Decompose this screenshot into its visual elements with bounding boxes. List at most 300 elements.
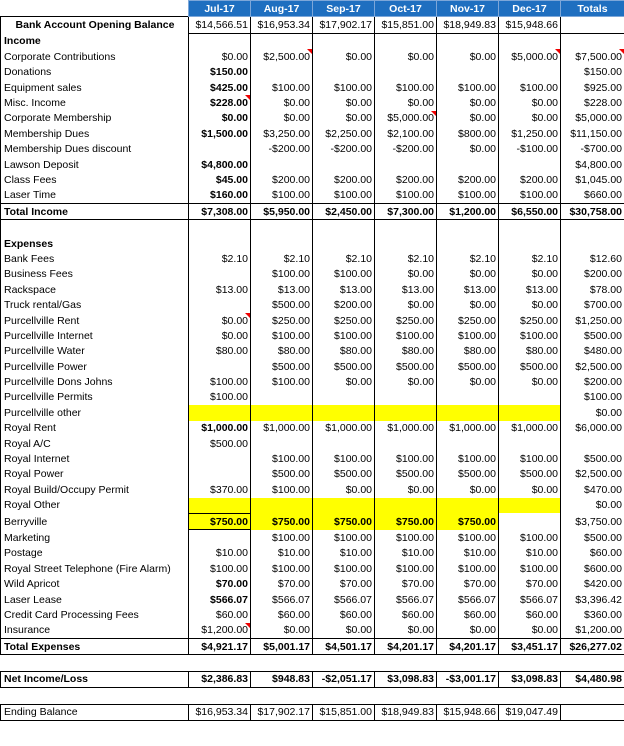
expense-value[interactable]: [189, 451, 251, 466]
income-value[interactable]: [189, 142, 251, 157]
expense-value[interactable]: $250.00: [375, 313, 437, 328]
income-value[interactable]: [499, 65, 561, 80]
empty-cell[interactable]: [189, 236, 251, 251]
expense-value[interactable]: $3,750.00: [561, 513, 624, 529]
expense-value[interactable]: $13.00: [375, 282, 437, 297]
expense-value[interactable]: $750.00: [251, 513, 313, 529]
expense-value[interactable]: $480.00: [561, 344, 624, 359]
expense-value[interactable]: $1,000.00: [437, 421, 499, 436]
expense-value[interactable]: $566.07: [499, 592, 561, 607]
expense-value[interactable]: $250.00: [313, 313, 375, 328]
income-value[interactable]: $5,000.00: [375, 111, 437, 126]
expense-value[interactable]: $750.00: [437, 513, 499, 529]
expense-value[interactable]: $0.00: [313, 374, 375, 389]
expense-value[interactable]: $2,500.00: [561, 359, 624, 374]
expense-value[interactable]: $500.00: [437, 359, 499, 374]
expense-value[interactable]: $10.00: [499, 546, 561, 561]
income-value[interactable]: $200.00: [313, 172, 375, 187]
empty-cell[interactable]: [561, 220, 624, 236]
month-header[interactable]: Oct-17: [375, 1, 437, 17]
income-row-label[interactable]: Donations: [1, 65, 189, 80]
corner-cell[interactable]: [1, 1, 189, 17]
expense-value[interactable]: $100.00: [375, 451, 437, 466]
expense-value[interactable]: [189, 467, 251, 482]
expense-value[interactable]: $100.00: [251, 374, 313, 389]
income-value[interactable]: $0.00: [251, 95, 313, 110]
expense-value[interactable]: $500.00: [313, 467, 375, 482]
income-value[interactable]: -$100.00: [499, 142, 561, 157]
expense-value[interactable]: [499, 405, 561, 420]
expense-value[interactable]: $0.00: [499, 297, 561, 312]
income-value[interactable]: $925.00: [561, 80, 624, 95]
expense-value[interactable]: $1,000.00: [375, 421, 437, 436]
expense-value[interactable]: $70.00: [437, 576, 499, 591]
net-income-value[interactable]: $948.83: [251, 671, 313, 687]
total-income-value[interactable]: $30,758.00: [561, 204, 624, 220]
total-expenses-value[interactable]: $4,501.17: [313, 639, 375, 655]
expense-value[interactable]: $60.00: [437, 607, 499, 622]
expense-value[interactable]: $0.00: [437, 374, 499, 389]
expense-value[interactable]: [499, 390, 561, 405]
income-value[interactable]: $45.00: [189, 172, 251, 187]
expense-value[interactable]: [251, 498, 313, 514]
income-value[interactable]: $0.00: [437, 142, 499, 157]
total-expenses-value[interactable]: $26,277.02: [561, 639, 624, 655]
total-expenses-value[interactable]: $4,201.17: [437, 639, 499, 655]
expense-value[interactable]: $2.10: [313, 251, 375, 266]
expense-value[interactable]: $370.00: [189, 482, 251, 497]
opening-balance-value[interactable]: $17,902.17: [313, 17, 375, 33]
expense-value[interactable]: $360.00: [561, 607, 624, 622]
income-value[interactable]: $160.00: [189, 188, 251, 204]
empty-cell[interactable]: [251, 688, 313, 704]
expense-value[interactable]: $100.00: [251, 561, 313, 576]
expense-row-label[interactable]: Laser Lease: [1, 592, 189, 607]
ending-balance-value[interactable]: $18,949.83: [375, 704, 437, 720]
total-income-value[interactable]: $7,308.00: [189, 204, 251, 220]
expense-value[interactable]: $3,396.42: [561, 592, 624, 607]
expense-value[interactable]: $100.00: [251, 451, 313, 466]
income-value[interactable]: $100.00: [313, 188, 375, 204]
expense-value[interactable]: $500.00: [251, 467, 313, 482]
income-value[interactable]: $200.00: [251, 172, 313, 187]
empty-cell[interactable]: [375, 655, 437, 671]
expense-value[interactable]: [313, 436, 375, 451]
expense-row-label[interactable]: Royal Power: [1, 467, 189, 482]
expense-value[interactable]: $100.00: [189, 374, 251, 389]
opening-balance-value[interactable]: $15,851.00: [375, 17, 437, 33]
expense-row-label[interactable]: Credit Card Processing Fees: [1, 607, 189, 622]
income-row-label[interactable]: Membership Dues discount: [1, 142, 189, 157]
expense-value[interactable]: $60.00: [375, 607, 437, 622]
expense-value[interactable]: $566.07: [313, 592, 375, 607]
expense-value[interactable]: $2.10: [251, 251, 313, 266]
expense-row-label[interactable]: Purcellville Water: [1, 344, 189, 359]
expense-value[interactable]: $100.00: [437, 451, 499, 466]
income-value[interactable]: $11,150.00: [561, 126, 624, 141]
income-value[interactable]: $200.00: [499, 172, 561, 187]
expense-value[interactable]: $100.00: [313, 530, 375, 546]
income-value[interactable]: $0.00: [375, 49, 437, 64]
expense-value[interactable]: $600.00: [561, 561, 624, 576]
expense-value[interactable]: [375, 436, 437, 451]
income-value[interactable]: $0.00: [313, 49, 375, 64]
income-value[interactable]: $2,500.00: [251, 49, 313, 64]
net-income-value[interactable]: $3,098.83: [375, 671, 437, 687]
month-header[interactable]: Sep-17: [313, 1, 375, 17]
income-value[interactable]: $100.00: [251, 80, 313, 95]
opening-balance-value[interactable]: $15,948.66: [499, 17, 561, 33]
expense-value[interactable]: $100.00: [251, 267, 313, 282]
expense-row-label[interactable]: Business Fees: [1, 267, 189, 282]
expense-value[interactable]: $0.00: [499, 267, 561, 282]
month-header[interactable]: Jul-17: [189, 1, 251, 17]
ending-balance-value[interactable]: [561, 704, 624, 720]
expense-value[interactable]: $2,500.00: [561, 467, 624, 482]
empty-cell[interactable]: [499, 236, 561, 251]
expense-value[interactable]: [499, 498, 561, 514]
expense-value[interactable]: $100.00: [251, 482, 313, 497]
income-value[interactable]: $100.00: [313, 80, 375, 95]
income-value[interactable]: $0.00: [437, 49, 499, 64]
expense-value[interactable]: $566.07: [437, 592, 499, 607]
expense-value[interactable]: $566.07: [189, 592, 251, 607]
expense-value[interactable]: $70.00: [375, 576, 437, 591]
income-value[interactable]: $800.00: [437, 126, 499, 141]
expense-value[interactable]: $10.00: [437, 546, 499, 561]
income-value[interactable]: -$200.00: [313, 142, 375, 157]
income-value[interactable]: $0.00: [189, 111, 251, 126]
expenses-title[interactable]: Expenses: [1, 236, 189, 251]
net-income-value[interactable]: $4,480.98: [561, 671, 624, 687]
ending-balance-value[interactable]: $16,953.34: [189, 704, 251, 720]
expense-row-label[interactable]: Purcellville Dons Johns: [1, 374, 189, 389]
expense-value[interactable]: $78.00: [561, 282, 624, 297]
expense-value[interactable]: $1,200.00: [189, 623, 251, 639]
expense-value[interactable]: $0.00: [561, 405, 624, 420]
expense-value[interactable]: $0.00: [499, 482, 561, 497]
expense-value[interactable]: $60.00: [251, 607, 313, 622]
expense-row-label[interactable]: Insurance: [1, 623, 189, 639]
expense-value[interactable]: [437, 405, 499, 420]
income-value[interactable]: [313, 65, 375, 80]
expense-value[interactable]: $500.00: [375, 467, 437, 482]
expense-value[interactable]: $0.00: [189, 328, 251, 343]
expense-value[interactable]: $60.00: [499, 607, 561, 622]
income-value[interactable]: -$700.00: [561, 142, 624, 157]
income-value[interactable]: $0.00: [189, 49, 251, 64]
expense-row-label[interactable]: Purcellville Internet: [1, 328, 189, 343]
empty-cell[interactable]: [313, 220, 375, 236]
ending-balance-value[interactable]: $19,047.49: [499, 704, 561, 720]
empty-cell[interactable]: [499, 220, 561, 236]
expense-value[interactable]: $500.00: [189, 436, 251, 451]
expense-value[interactable]: [561, 436, 624, 451]
total-expenses-value[interactable]: $4,201.17: [375, 639, 437, 655]
expense-value[interactable]: $750.00: [375, 513, 437, 529]
month-header[interactable]: Totals: [561, 1, 624, 17]
income-value[interactable]: [499, 157, 561, 172]
income-value[interactable]: $0.00: [499, 111, 561, 126]
expense-value[interactable]: $100.00: [375, 328, 437, 343]
opening-balance-value[interactable]: $16,953.34: [251, 17, 313, 33]
expense-value[interactable]: $100.00: [561, 390, 624, 405]
total-expenses-label[interactable]: Total Expenses: [1, 639, 189, 655]
income-value[interactable]: $1,500.00: [189, 126, 251, 141]
income-value[interactable]: $0.00: [313, 95, 375, 110]
income-value[interactable]: [437, 157, 499, 172]
expense-value[interactable]: $0.00: [251, 623, 313, 639]
empty-cell[interactable]: [375, 33, 437, 49]
expense-value[interactable]: [189, 405, 251, 420]
expense-value[interactable]: $500.00: [499, 467, 561, 482]
expense-row-label[interactable]: Purcellville other: [1, 405, 189, 420]
expense-value[interactable]: $500.00: [561, 328, 624, 343]
expense-value[interactable]: $0.00: [375, 374, 437, 389]
expense-row-label[interactable]: Rackspace: [1, 282, 189, 297]
empty-cell[interactable]: [499, 655, 561, 671]
expense-value[interactable]: $80.00: [251, 344, 313, 359]
income-row-label[interactable]: Lawson Deposit: [1, 157, 189, 172]
expense-value[interactable]: $2.10: [499, 251, 561, 266]
total-income-value[interactable]: $1,200.00: [437, 204, 499, 220]
empty-cell[interactable]: [189, 655, 251, 671]
expense-value[interactable]: $420.00: [561, 576, 624, 591]
expense-value[interactable]: $10.00: [251, 546, 313, 561]
total-expenses-value[interactable]: $5,001.17: [251, 639, 313, 655]
income-value[interactable]: $0.00: [313, 111, 375, 126]
income-row-label[interactable]: Class Fees: [1, 172, 189, 187]
expense-value[interactable]: $100.00: [313, 328, 375, 343]
expense-value[interactable]: $750.00: [313, 513, 375, 529]
opening-balance-value[interactable]: [561, 17, 624, 33]
income-value[interactable]: $660.00: [561, 188, 624, 204]
expense-value[interactable]: [251, 390, 313, 405]
expense-value[interactable]: $100.00: [375, 530, 437, 546]
expense-value[interactable]: [313, 498, 375, 514]
expense-value[interactable]: $250.00: [251, 313, 313, 328]
income-value[interactable]: $2,100.00: [375, 126, 437, 141]
expense-value[interactable]: $70.00: [499, 576, 561, 591]
income-value[interactable]: $100.00: [375, 188, 437, 204]
expense-value[interactable]: $100.00: [499, 561, 561, 576]
ending-balance-value[interactable]: $17,902.17: [251, 704, 313, 720]
expense-value[interactable]: $10.00: [189, 546, 251, 561]
expense-value[interactable]: $500.00: [437, 467, 499, 482]
total-income-value[interactable]: $6,550.00: [499, 204, 561, 220]
expense-row-label[interactable]: Purcellville Rent: [1, 313, 189, 328]
expense-value[interactable]: $13.00: [313, 282, 375, 297]
expense-row-label[interactable]: Royal Rent: [1, 421, 189, 436]
expense-row-label[interactable]: Truck rental/Gas: [1, 297, 189, 312]
empty-cell[interactable]: [189, 33, 251, 49]
income-row-label[interactable]: Equipment sales: [1, 80, 189, 95]
expense-value[interactable]: $70.00: [251, 576, 313, 591]
expense-row-label[interactable]: Berryville: [1, 513, 189, 529]
expense-row-label[interactable]: Bank Fees: [1, 251, 189, 266]
expense-value[interactable]: $100.00: [375, 561, 437, 576]
expense-value[interactable]: $2.10: [189, 251, 251, 266]
total-expenses-value[interactable]: $4,921.17: [189, 639, 251, 655]
expense-value[interactable]: $10.00: [313, 546, 375, 561]
ending-balance-label[interactable]: Ending Balance: [1, 704, 189, 720]
income-value[interactable]: $1,250.00: [499, 126, 561, 141]
income-value[interactable]: $425.00: [189, 80, 251, 95]
expense-value[interactable]: $470.00: [561, 482, 624, 497]
expense-value[interactable]: [189, 297, 251, 312]
income-value[interactable]: [313, 157, 375, 172]
income-value[interactable]: [251, 157, 313, 172]
month-header[interactable]: Aug-17: [251, 1, 313, 17]
expense-value[interactable]: $60.00: [313, 607, 375, 622]
expense-value[interactable]: $60.00: [189, 607, 251, 622]
expense-value[interactable]: $80.00: [375, 344, 437, 359]
expense-value[interactable]: $70.00: [313, 576, 375, 591]
expense-value[interactable]: $566.07: [375, 592, 437, 607]
income-value[interactable]: $228.00: [561, 95, 624, 110]
income-value[interactable]: $100.00: [437, 188, 499, 204]
income-value[interactable]: $0.00: [375, 95, 437, 110]
income-value[interactable]: $100.00: [499, 80, 561, 95]
total-income-label[interactable]: Total Income: [1, 204, 189, 220]
income-value[interactable]: $100.00: [499, 188, 561, 204]
opening-balance-label[interactable]: Bank Account Opening Balance: [1, 17, 189, 33]
expense-value[interactable]: $0.00: [375, 482, 437, 497]
month-header[interactable]: Dec-17: [499, 1, 561, 17]
expense-value[interactable]: [375, 405, 437, 420]
expense-value[interactable]: $100.00: [437, 328, 499, 343]
income-value[interactable]: -$200.00: [251, 142, 313, 157]
expense-value[interactable]: [189, 267, 251, 282]
expense-value[interactable]: $200.00: [313, 297, 375, 312]
expense-value[interactable]: $0.00: [313, 482, 375, 497]
expense-value[interactable]: $500.00: [499, 359, 561, 374]
income-value[interactable]: $0.00: [437, 95, 499, 110]
expense-value[interactable]: $750.00: [189, 513, 251, 529]
income-value[interactable]: $0.00: [437, 111, 499, 126]
expense-value[interactable]: $566.07: [251, 592, 313, 607]
expense-row-label[interactable]: Purcellville Permits: [1, 390, 189, 405]
income-value[interactable]: $200.00: [375, 172, 437, 187]
net-income-value[interactable]: $3,098.83: [499, 671, 561, 687]
opening-balance-value[interactable]: $18,949.83: [437, 17, 499, 33]
income-value[interactable]: $2,250.00: [313, 126, 375, 141]
expense-value[interactable]: $500.00: [561, 530, 624, 546]
expense-value[interactable]: $0.00: [375, 267, 437, 282]
net-income-label[interactable]: Net Income/Loss: [1, 671, 189, 687]
expense-row-label[interactable]: Postage: [1, 546, 189, 561]
empty-cell[interactable]: [437, 220, 499, 236]
ending-balance-value[interactable]: $15,851.00: [313, 704, 375, 720]
empty-cell[interactable]: [561, 236, 624, 251]
total-income-value[interactable]: $5,950.00: [251, 204, 313, 220]
expense-value[interactable]: $0.00: [499, 374, 561, 389]
expense-value[interactable]: [251, 405, 313, 420]
income-value[interactable]: $0.00: [251, 111, 313, 126]
net-income-value[interactable]: -$3,001.17: [437, 671, 499, 687]
empty-cell[interactable]: [189, 688, 251, 704]
empty-cell[interactable]: [499, 33, 561, 49]
income-value[interactable]: [375, 65, 437, 80]
empty-cell[interactable]: [561, 655, 624, 671]
expense-value[interactable]: $2.10: [437, 251, 499, 266]
empty-cell[interactable]: [375, 220, 437, 236]
expense-value[interactable]: $0.00: [561, 498, 624, 514]
income-value[interactable]: $0.00: [499, 95, 561, 110]
expense-value[interactable]: [313, 390, 375, 405]
empty-cell[interactable]: [437, 688, 499, 704]
income-value[interactable]: $5,000.00: [499, 49, 561, 64]
expense-value[interactable]: $0.00: [375, 623, 437, 639]
expense-row-label[interactable]: Royal Build/Occupy Permit: [1, 482, 189, 497]
expense-value[interactable]: $500.00: [561, 451, 624, 466]
expense-value[interactable]: $100.00: [313, 561, 375, 576]
empty-cell[interactable]: [313, 688, 375, 704]
expense-value[interactable]: $0.00: [499, 623, 561, 639]
expense-value[interactable]: $0.00: [437, 297, 499, 312]
income-value[interactable]: -$200.00: [375, 142, 437, 157]
empty-cell[interactable]: [561, 33, 624, 49]
expense-value[interactable]: $1,000.00: [499, 421, 561, 436]
expense-value[interactable]: [189, 530, 251, 546]
expense-value[interactable]: [499, 513, 561, 529]
empty-cell[interactable]: [251, 236, 313, 251]
empty-cell[interactable]: [375, 688, 437, 704]
income-value[interactable]: $200.00: [437, 172, 499, 187]
expense-value[interactable]: $100.00: [189, 390, 251, 405]
expense-row-label[interactable]: Royal Street Telephone (Fire Alarm): [1, 561, 189, 576]
income-value[interactable]: $100.00: [251, 188, 313, 204]
expense-value[interactable]: $500.00: [251, 359, 313, 374]
expense-value[interactable]: $1,250.00: [561, 313, 624, 328]
income-row-label[interactable]: Misc. Income: [1, 95, 189, 110]
expense-value[interactable]: [251, 436, 313, 451]
expense-value[interactable]: $2.10: [375, 251, 437, 266]
expense-value[interactable]: $60.00: [561, 546, 624, 561]
expense-value[interactable]: $250.00: [437, 313, 499, 328]
income-value[interactable]: $5,000.00: [561, 111, 624, 126]
income-value[interactable]: [251, 65, 313, 80]
expense-value[interactable]: [375, 390, 437, 405]
expense-row-label[interactable]: Purcellville Power: [1, 359, 189, 374]
expense-value[interactable]: $13.00: [251, 282, 313, 297]
expense-value[interactable]: $200.00: [561, 374, 624, 389]
expense-value[interactable]: $13.00: [499, 282, 561, 297]
expense-value[interactable]: $250.00: [499, 313, 561, 328]
expense-value[interactable]: $13.00: [437, 282, 499, 297]
income-value[interactable]: $7,500.00: [561, 49, 624, 64]
empty-cell[interactable]: [1, 655, 189, 671]
expense-value[interactable]: [437, 498, 499, 514]
expense-value[interactable]: $700.00: [561, 297, 624, 312]
expense-value[interactable]: $100.00: [499, 451, 561, 466]
total-expenses-value[interactable]: $3,451.17: [499, 639, 561, 655]
empty-cell[interactable]: [499, 688, 561, 704]
empty-cell[interactable]: [437, 33, 499, 49]
expense-value[interactable]: [313, 405, 375, 420]
expense-row-label[interactable]: Marketing: [1, 530, 189, 546]
expense-row-label[interactable]: Royal A/C: [1, 436, 189, 451]
empty-cell[interactable]: [313, 33, 375, 49]
expense-value[interactable]: $500.00: [375, 359, 437, 374]
expense-row-label[interactable]: Royal Other: [1, 498, 189, 514]
empty-cell[interactable]: [313, 236, 375, 251]
expense-value[interactable]: $1,000.00: [189, 421, 251, 436]
income-value[interactable]: $4,800.00: [561, 157, 624, 172]
expense-value[interactable]: $80.00: [189, 344, 251, 359]
opening-balance-value[interactable]: $14,566.51: [189, 17, 251, 33]
expense-value[interactable]: $1,000.00: [313, 421, 375, 436]
